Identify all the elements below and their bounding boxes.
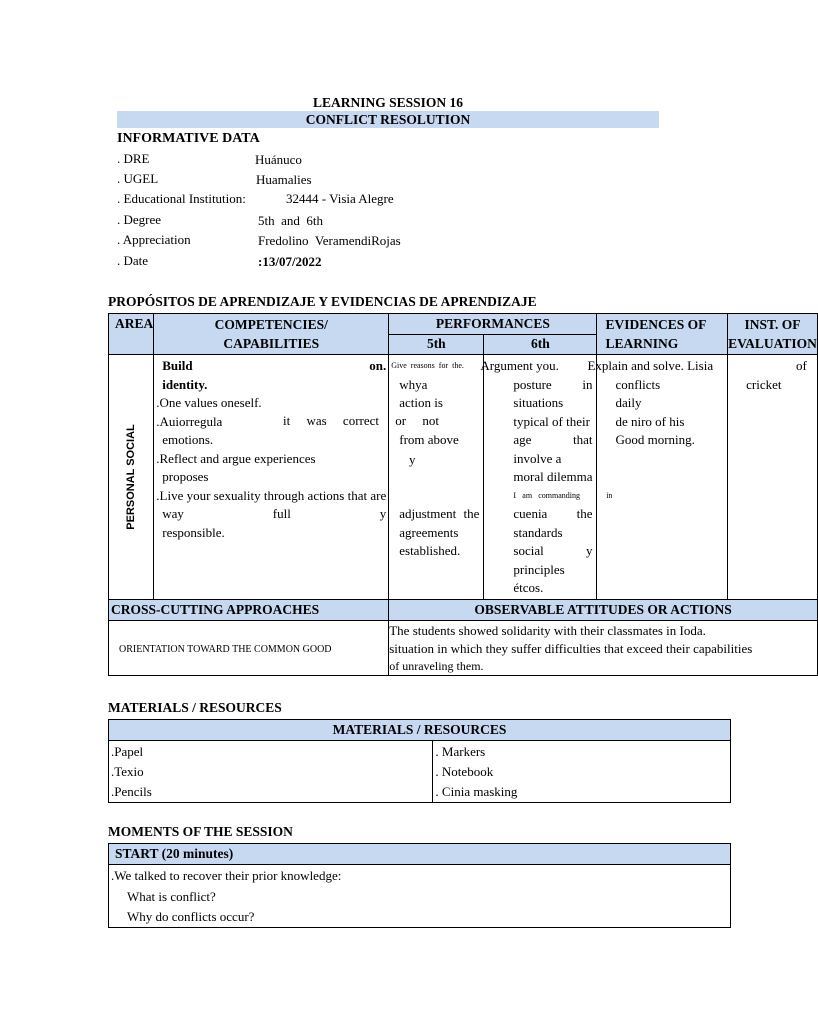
header-performances: PERFORMANCES: [389, 314, 597, 335]
header-competencies-line2: CAPABILITIES: [223, 335, 320, 351]
comp-line-regulate: .Auiorregula: [156, 413, 223, 429]
evid-niro: de niro of his: [615, 413, 685, 429]
session-subtitle-band: CONFLICT RESOLUTION: [117, 111, 659, 128]
evid-morning: Good morning.: [615, 432, 695, 447]
observable-line-2: situation in which they suffer difficulties that exceed their capabilities: [389, 641, 753, 656]
perf5-adjustment: adjustment: [399, 506, 457, 521]
evidences-cell: [587, 355, 728, 600]
approach-text: ORIENTATION TOWARD THE COMMON GOOD: [119, 644, 332, 655]
perf6-in-small: in: [606, 490, 613, 500]
approach-cell: [109, 621, 389, 676]
info-value-dre: Huánuco: [255, 152, 302, 167]
materials-table: [108, 719, 731, 803]
observable-header: OBSERVABLE ATTITUDES OR ACTIONS: [389, 600, 818, 621]
material-pencils: .Pencils: [111, 784, 152, 799]
performance-5th-cell: [389, 355, 484, 600]
perf5-agreements: agreements: [399, 524, 459, 540]
comp-y-word: y: [379, 506, 387, 521]
header-area-label: AREA: [115, 316, 154, 331]
perf6-posture: posture: [513, 376, 552, 392]
header-evidences: [597, 314, 728, 355]
perf6-social-line: [486, 542, 592, 561]
info-label-dre: . DRE: [117, 151, 150, 166]
inst-of: of: [796, 358, 807, 373]
perf6-argument: Argument you.: [480, 358, 559, 373]
observable-cell: [389, 621, 818, 676]
material-notebook: . Notebook: [435, 764, 494, 779]
observable-line-1: The students showed solidarity with their classmates in Ioda.: [389, 623, 706, 638]
comp-head-right: on.: [369, 358, 387, 373]
perf6-am: am: [522, 490, 533, 500]
competencies-cell: [154, 355, 389, 600]
info-label-ugel: . UGEL: [117, 171, 159, 186]
comp-head-line: [156, 357, 386, 376]
info-value-degree: 5th and 6th: [258, 213, 323, 228]
perf6-cuenia: cuenia: [513, 506, 548, 521]
info-label-date: . Date: [117, 253, 149, 268]
overflow-line-it: [283, 413, 439, 429]
header-competencies-line1: COMPETENCIES/: [214, 317, 328, 332]
informative-heading: INFORMATIVE DATA: [117, 131, 260, 146]
moments-heading: MOMENTS OF THE SESSION: [108, 824, 293, 839]
materials-table-header: MATERIALS / RESOURCES: [109, 720, 731, 741]
comp-way-word: way: [162, 506, 184, 521]
perf6-dilemma: moral dilemma: [513, 469, 593, 484]
perf6-cuenia-line: [486, 505, 592, 524]
performance-6th-cell: [480, 355, 613, 600]
overflow-y: y: [409, 452, 416, 467]
perf5-adjustment-line: [391, 505, 479, 524]
start-intro: .We talked to recover their prior knowledge:: [111, 868, 342, 883]
perf5-reasons: Give reasons for the.: [391, 361, 464, 370]
start-header: START (20 minutes): [109, 844, 731, 865]
start-content-cell: [109, 865, 731, 928]
perf5-why-line: [391, 376, 479, 395]
perf5-from-above: from above: [399, 432, 459, 447]
materials-heading: MATERIALS / RESOURCES: [108, 700, 282, 715]
cross-cutting-header: CROSS-CUTTING APPROACHES: [109, 600, 389, 621]
perf6-the: the: [576, 506, 593, 521]
header-evidences-line1: EVIDENCES OF: [605, 317, 707, 332]
material-markers: . Markers: [435, 744, 486, 759]
header-5th: 5th: [389, 335, 484, 355]
header-evidences-line2: LEARNING: [605, 335, 679, 351]
perf6-y: y: [585, 543, 593, 558]
comp-full-word: full: [272, 506, 291, 521]
perf6-etcos: étcos.: [513, 580, 544, 595]
perf6-typical: typical of their: [513, 413, 590, 429]
perf6-social: social: [513, 543, 544, 558]
area-cell: [109, 355, 154, 600]
comp-line-responsible: responsible.: [162, 524, 225, 540]
overflow-it: it: [283, 413, 291, 428]
perf6-age: age: [513, 432, 532, 447]
info-value-ugel: Huamalies: [256, 172, 312, 187]
perf5-the: the: [463, 506, 480, 521]
session-title: LEARNING SESSION 16: [312, 95, 464, 110]
purposes-heading: PROPÓSITOS DE APRENDIZAJE Y EVIDENCIAS DE APRENDIZAJE: [108, 294, 537, 309]
perf6-involve: involve a: [513, 450, 562, 466]
comp-line-emotions: emotions.: [162, 432, 214, 447]
header-competencies: [154, 314, 389, 355]
comp-line-reflect: .Reflect and argue experiences: [156, 450, 316, 466]
perf5-a: a: [421, 376, 428, 392]
perf6-age-line: [486, 431, 592, 450]
info-value-institution: 32444 - Visia Alegre: [286, 191, 394, 206]
perf6-commanding-line: [486, 487, 613, 506]
material-texio: .Texio: [111, 764, 144, 779]
area-vertical-label: PERSONAL SOCIAL: [125, 424, 138, 530]
info-value-appreciation: Fredolino VeramendiRojas: [258, 233, 401, 248]
overflow-not: not: [422, 413, 439, 428]
materials-left-cell: [109, 741, 433, 803]
header-area: [109, 314, 154, 355]
perf6-principles: principles: [513, 561, 565, 577]
header-6th: 6th: [484, 335, 597, 355]
materials-right-cell: [433, 741, 731, 803]
material-masking: . Cinia masking: [435, 784, 518, 799]
observable-line-3: of unraveling them.: [389, 659, 484, 673]
perf6-that: that: [572, 432, 593, 447]
header-instruments-line1: INST. OF: [744, 317, 801, 332]
evid-conflicts: conflicts: [615, 376, 661, 392]
overflow-or: or: [395, 413, 407, 428]
comp-line-sexuality: .Live your sexuality through actions that are: [156, 487, 387, 503]
instruments-cell: [728, 355, 818, 600]
comp-line-proposes: proposes: [162, 469, 209, 484]
info-value-date: :13/07/2022: [258, 254, 322, 269]
perf6-posture-line: [486, 376, 592, 395]
info-label-appreciation: . Appreciation: [117, 232, 191, 247]
perf6-in: in: [582, 376, 593, 392]
comp-head-left: Build: [162, 358, 193, 373]
moments-table: [108, 843, 731, 928]
perf6-situations: situations: [513, 395, 564, 410]
comp-line-way: [156, 505, 386, 524]
evid-daily: daily: [615, 395, 642, 410]
perf6-commanding: commanding: [538, 490, 581, 500]
start-question-2: Why do conflicts occur?: [127, 909, 255, 924]
perf6-i: I: [513, 490, 517, 500]
comp-line-values: .One values oneself.: [156, 395, 262, 410]
material-papel: .Papel: [111, 744, 144, 759]
overflow-correct: correct: [342, 413, 380, 428]
purpose-table: [108, 313, 818, 676]
start-question-1: What is conflict?: [127, 889, 216, 904]
info-label-institution: . Educational Institution:: [117, 191, 246, 206]
perf5-established: established.: [399, 543, 461, 558]
header-instruments: [728, 314, 818, 355]
perf5-action: action is: [399, 395, 443, 410]
perf5-why: why: [399, 376, 422, 392]
info-label-degree: . Degree: [117, 212, 162, 227]
header-instruments-line2: EVALUATION: [728, 335, 817, 351]
evid-explain: Explain and solve. Lisia: [587, 358, 714, 373]
perf6-standards: standards: [513, 524, 563, 540]
comp-head-identity: identity.: [162, 376, 208, 392]
overflow-was: was: [306, 413, 327, 428]
inst-cricket: cricket: [746, 376, 782, 392]
